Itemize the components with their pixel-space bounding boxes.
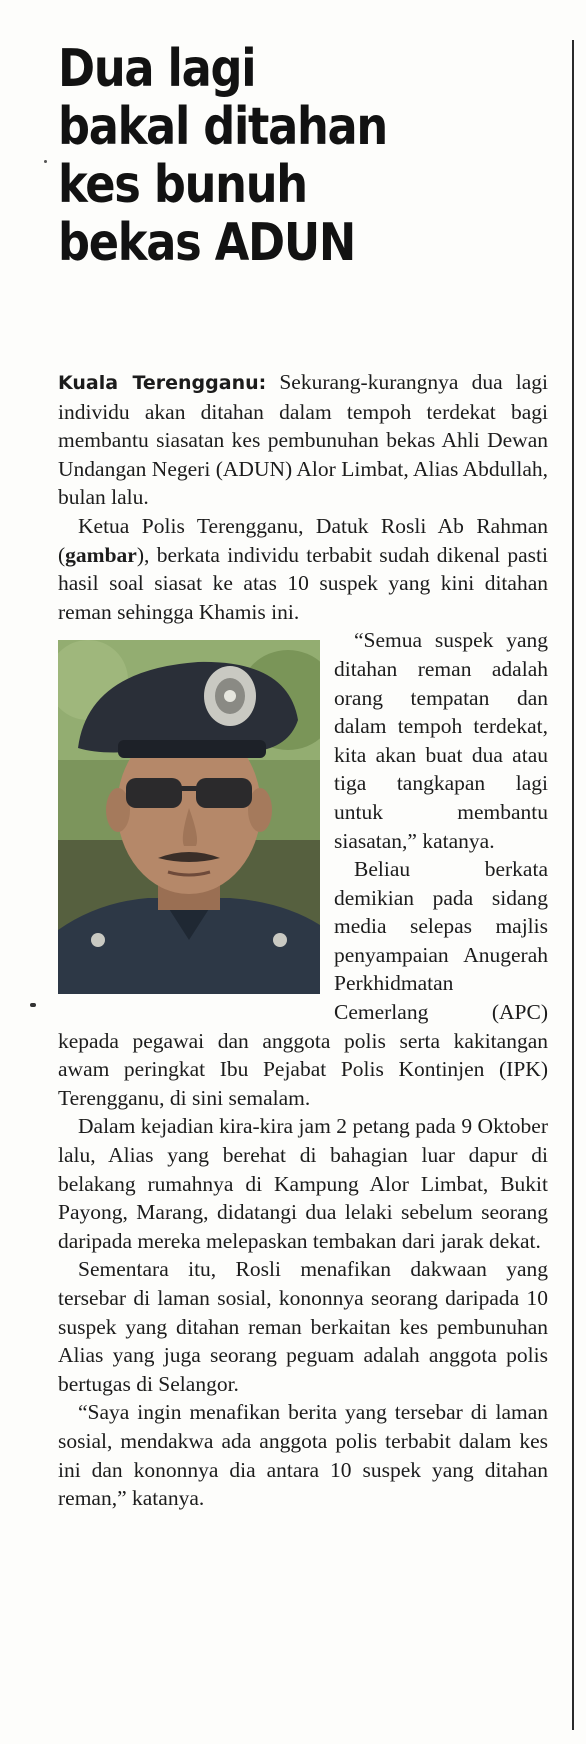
headline-line: bekas ADUN bbox=[58, 213, 356, 273]
headline-line: Dua lagi bbox=[58, 39, 256, 99]
photo-reference: gambar bbox=[65, 542, 137, 567]
paragraph-lead bbox=[58, 368, 548, 512]
paragraph-quote: “Semua suspek yang ditahan reman adalah orang tempatan dan dalam tempoh terdekat, kita akan buat dua atau tiga tangkapan lagi untuk membantu siasatan,” katanya. bbox=[334, 628, 548, 853]
article-body bbox=[58, 368, 548, 1513]
paragraph: Sementara itu, Rosli menafikan dakwaan yang tersebar di laman sosial, kononnya seorang daripada 10 suspek yang ditahan reman berkaitan kes pembunuhan Alias yang juga seorang peguam adalah anggota polis bertugas di Selangor. bbox=[58, 1257, 548, 1396]
paragraph: Beliau berkata demikian pada sidang media selepas majlis penyampaian Anugerah Perkhidmatan Cemerlang (APC) kepada pegawai dan anggota polis serta kakitangan awam peringkat Ibu Pejabat Polis Kontinjen (IPK) Terengganu, di sini semalam. bbox=[58, 857, 548, 1110]
paragraph: Dalam kejadian kira-kira jam 2 petang pada 9 Oktober lalu, Alias yang berehat di bahagian luar dapur di belakang rumahnya di Kampung Alor Limbat, Bukit Payong, Marang, didatangi dua lelaki sebelum seorang daripada mereka melepaskan tembakan dari jarak dekat. bbox=[58, 1114, 548, 1253]
headline bbox=[58, 40, 488, 272]
headline-line: kes bunuh bbox=[58, 155, 307, 215]
ink-speck bbox=[30, 1003, 36, 1007]
column-rule bbox=[572, 40, 574, 1730]
portrait-photo bbox=[58, 640, 320, 994]
headline-line: bakal ditahan bbox=[58, 97, 387, 157]
paragraph bbox=[58, 512, 548, 626]
paragraph-quote: “Saya ingin menafikan berita yang tersebar di laman sosial, mendakwa ada anggota polis terbabit dalam kes ini dan kononnya dia antara 10 suspek yang ditahan reman,” katanya. bbox=[58, 1400, 548, 1511]
police-officer-portrait bbox=[58, 640, 320, 994]
paragraph-text: Ketua Polis Terengganu, Datuk Rosli Ab Rahman ( bbox=[58, 513, 548, 567]
ink-speck bbox=[44, 160, 47, 163]
dateline: Kuala Terengganu: bbox=[58, 372, 267, 394]
paragraph-text: Sekurang-kurangnya dua lagi individu akan ditahan dalam tempoh terdekat bagi membantu siasatan kes pembunuhan bekas Ahli Dewan Undangan Negeri (ADUN) Alor Limbat, Alias Abdullah, bulan lalu. bbox=[58, 370, 548, 510]
paragraph-text: ), berkata individu terbabit sudah dikenal pasti hasil soal siasat ke atas 10 suspek yang kini ditahan reman sehingga Khamis ini. bbox=[58, 542, 548, 624]
